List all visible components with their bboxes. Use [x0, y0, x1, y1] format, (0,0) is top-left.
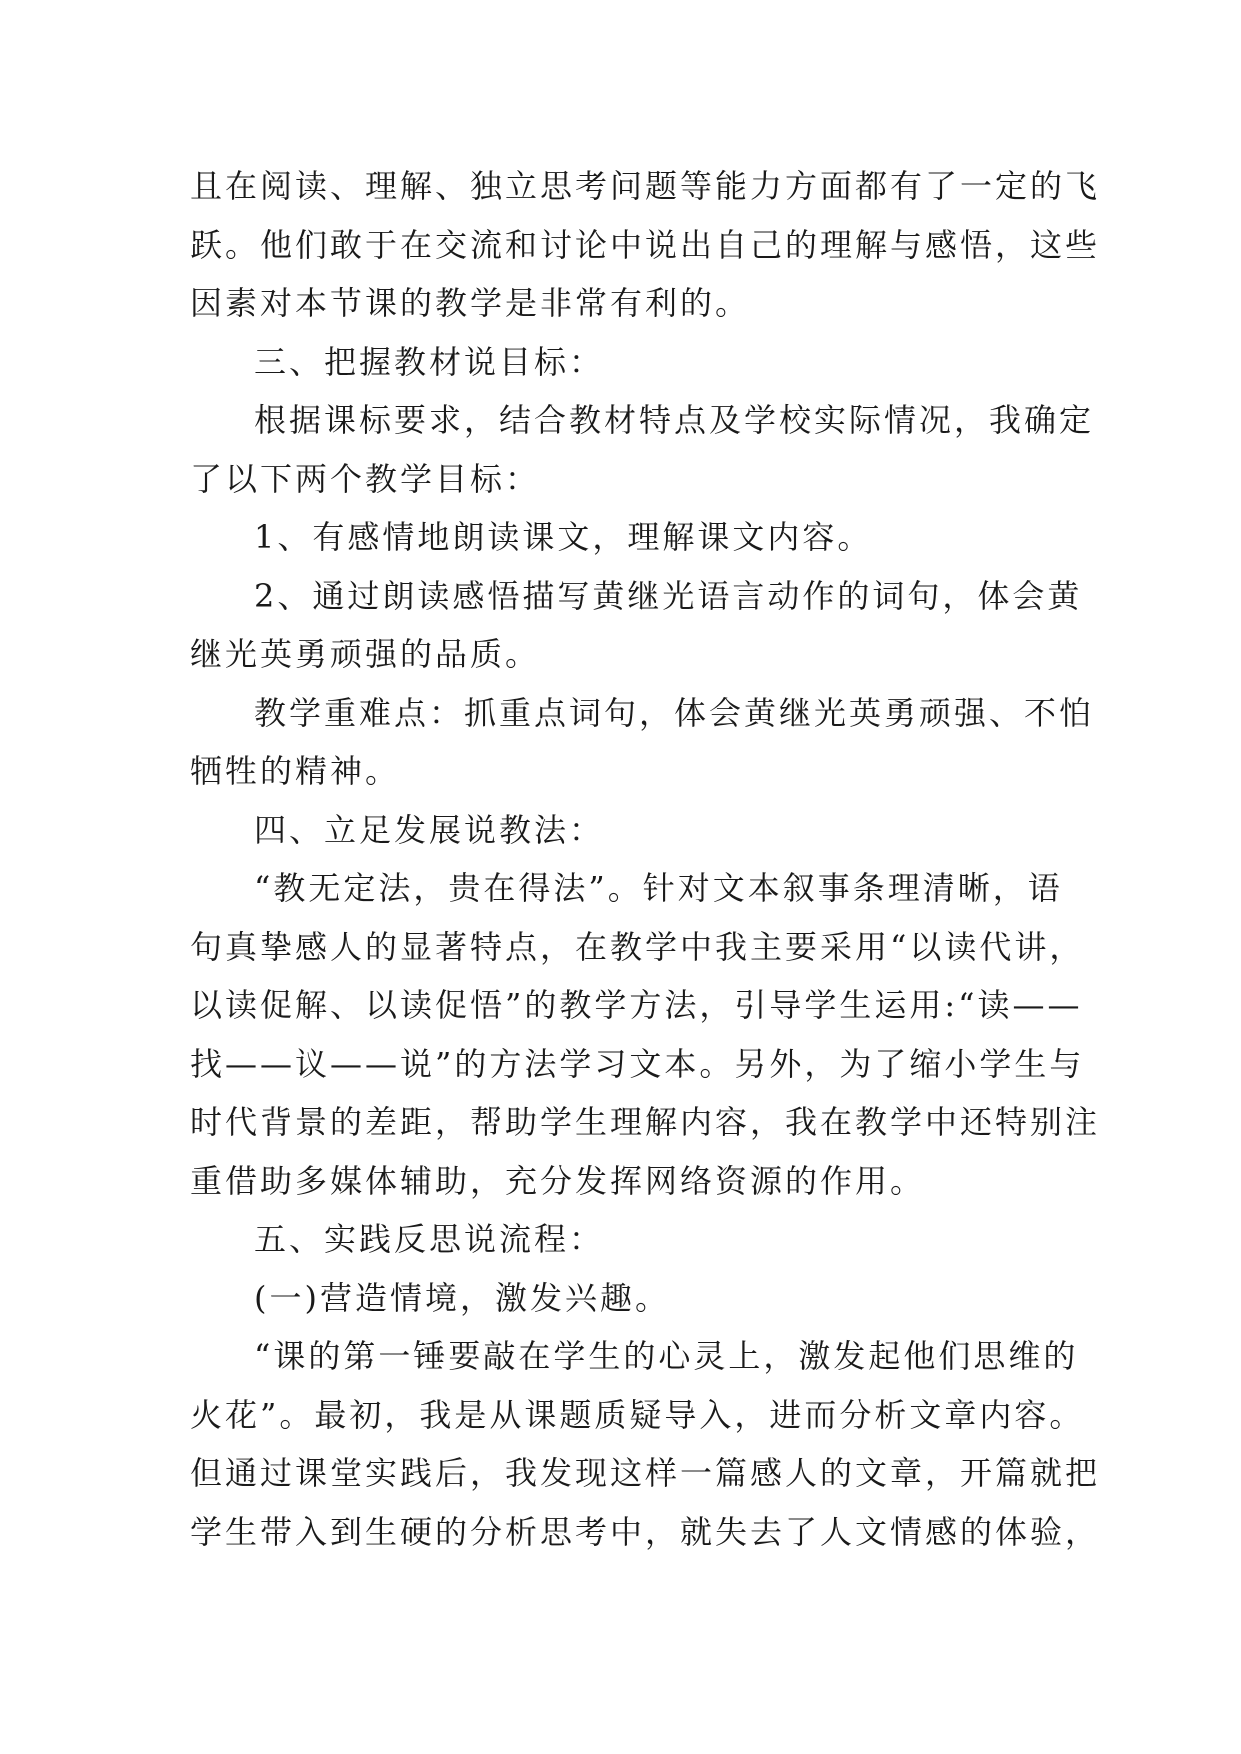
text-line: 以读促解、以读促悟”的教学方法，引导学生运用:“读——	[190, 986, 1083, 1024]
text-line: 重借助多媒体辅助，充分发挥网络资源的作用。	[190, 1161, 926, 1200]
text-line: 因素对本节课的教学是非常有利的。	[190, 284, 751, 322]
text-line: 四、立足发展说教法：	[254, 810, 605, 849]
text-line: 1、有感情地朗读课文，理解课文内容。	[254, 518, 873, 556]
text-line: 火花”。最初，我是从课题质疑导入，进而分析文章内容。	[190, 1395, 1085, 1434]
text-line: 五、实践反思说流程：	[254, 1220, 605, 1258]
text-line: 跃。他们敢于在交流和讨论中说出自己的理解与感悟，这些	[190, 225, 1101, 264]
text-line: 教学重难点：抓重点词句，体会黄继光英勇顽强、不怕	[254, 693, 1095, 732]
text-line: 找——议——说”的方法学习文本。另外，为了缩小学生与	[190, 1044, 1085, 1083]
text-line: “课的第一锤要敲在学生的心灵上，激发起他们思维的	[254, 1337, 1079, 1375]
text-line: 根据课标要求，结合教材特点及学校实际情况，我确定	[254, 401, 1095, 439]
text-line: 但通过课堂实践后，我发现这样一篇感人的文章，开篇就把	[190, 1454, 1101, 1492]
text-line: 时代背景的差距，帮助学生理解内容，我在教学中还特别注	[190, 1103, 1101, 1141]
text-line: 句真挚感人的显著特点，在教学中我主要采用“以读代讲，	[190, 927, 1085, 966]
text-line: (一)营造情境，激发兴趣。	[254, 1278, 670, 1317]
text-line: 继光英勇顽强的品质。	[190, 635, 541, 673]
text-line: 学生带入到生硬的分析思考中，就失去了人文情感的体验，	[190, 1512, 1101, 1551]
text-line: 三、把握教材说目标：	[254, 342, 605, 381]
text-line: 牺牲的精神。	[190, 752, 401, 790]
text-line: “教无定法，贵在得法”。针对文本叙事条理清晰，语	[254, 869, 1063, 907]
document-body	[190, 157, 1101, 1561]
text-line: 2、通过朗读感悟描写黄继光语言动作的词句，体会黄	[254, 576, 1083, 615]
text-line: 了以下两个教学目标：	[190, 459, 541, 498]
text-line: 且在阅读、理解、独立思考问题等能力方面都有了一定的飞	[190, 167, 1101, 205]
